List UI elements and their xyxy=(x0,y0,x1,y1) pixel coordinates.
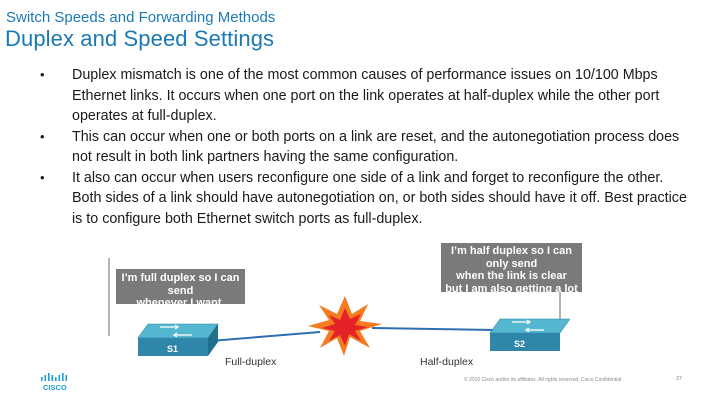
bullet-item: • It also can occur when users reconfigure one side of a link and forget to reconfigure the other. Both sides of a link should have autonegotiation on, or both sides should have it off. Best practice is to configure both Ethernet switch ports as full-duplex. xyxy=(40,168,690,230)
callout-full-duplex xyxy=(116,269,245,309)
cable-right xyxy=(372,328,495,330)
bullet-item: • Duplex mismatch is one of the most common causes of performance issues on 10/100 Mbps Ethernet links. It occurs when one port on the link operates at half-duplex while the other port operates at full-duplex. xyxy=(40,65,690,127)
switch-icon xyxy=(138,324,218,356)
bullet-item: • This can occur when one or both ports on a link are reset, and the autonegotiation process does not result in both link partners having the same configuration. xyxy=(40,127,690,168)
callout-line: I’m half duplex so I can only send xyxy=(450,245,573,270)
page-title: Duplex and Speed Settings xyxy=(5,26,275,51)
switch-label-s1: S1 xyxy=(167,344,179,354)
link-label-full-duplex: Full-duplex xyxy=(225,356,277,368)
collision-burst-icon xyxy=(308,296,382,356)
cable-left xyxy=(210,332,320,341)
section-label: Switch Speeds and Forwarding Methods xyxy=(6,9,276,26)
callout-line: whenever I want. xyxy=(136,297,225,309)
cisco-logo xyxy=(40,373,70,396)
callout-line: but I am also getting a lot of xyxy=(445,282,578,307)
page-number: 37 xyxy=(676,376,683,382)
switch-label-s2: S2 xyxy=(514,339,526,349)
copyright-text: © 2016 Cisco and/or its affiliates. All rights reserved. Cisco Confidential xyxy=(464,377,622,383)
callout-half-duplex xyxy=(441,243,582,320)
callout-line: when the link is clear xyxy=(456,270,567,282)
callout-line: collisions! xyxy=(484,307,539,320)
link-label-half-duplex: Half-duplex xyxy=(420,356,474,368)
switch-icon xyxy=(490,319,570,351)
callout-line: I’m full duplex so I can send xyxy=(121,272,240,297)
bullet-list xyxy=(40,65,690,229)
svg-text:CISCO: CISCO xyxy=(43,383,67,391)
